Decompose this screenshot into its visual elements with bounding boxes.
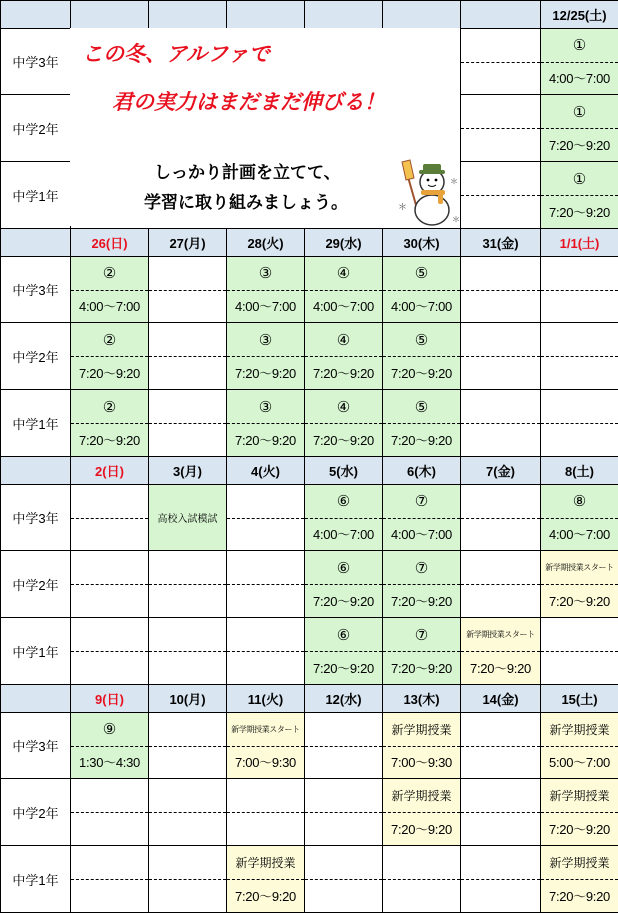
- schedule-cell: [540, 712, 618, 779]
- grade-label: 中学2年: [0, 550, 71, 618]
- session-time: 7:20〜9:20: [235, 366, 296, 381]
- session-note: 新学期授業: [549, 722, 610, 737]
- session-note: 新学期授業: [549, 789, 610, 803]
- grade-label: 中学3年: [0, 712, 71, 779]
- schedule-cell: [460, 778, 541, 846]
- cell-divider: [71, 584, 148, 585]
- day-header: [540, 684, 618, 713]
- svg-text:＊: ＊: [450, 177, 458, 186]
- day-header-label: 3(月): [173, 464, 202, 479]
- session-number: ④: [336, 265, 351, 283]
- schedule-cell: [148, 778, 227, 846]
- day-header-label: 7(金): [486, 464, 515, 479]
- svg-text:＊: ＊: [398, 202, 408, 212]
- cell-divider: [461, 62, 540, 63]
- session-number: ①: [572, 103, 587, 121]
- session-time: 7:20〜9:20: [235, 889, 296, 904]
- header-cell: [0, 684, 71, 713]
- schedule-cell: [148, 845, 227, 913]
- schedule-cell: [148, 617, 227, 685]
- day-header: [540, 228, 618, 257]
- cell-divider: [71, 651, 148, 652]
- schedule-cell: [460, 28, 541, 95]
- schedule-cell: [540, 484, 618, 551]
- grade-label: 中学2年: [0, 778, 71, 846]
- header-cell: [382, 0, 461, 29]
- session-time: 4:00〜7:00: [391, 527, 452, 543]
- session-number: ⑨: [102, 721, 117, 739]
- session-number: ④: [336, 331, 351, 349]
- session-time: 4:00〜7:00: [391, 299, 452, 315]
- schedule-cell: [382, 484, 461, 551]
- session-time: 4:00〜7:00: [313, 527, 374, 543]
- session-time: 7:20〜9:20: [313, 433, 374, 448]
- session-number: ③: [258, 265, 273, 283]
- schedule-cell: [226, 712, 305, 779]
- session-number: ⑥: [336, 559, 351, 577]
- schedule-cell: [70, 256, 149, 323]
- session-time: 7:20〜9:20: [79, 366, 140, 381]
- schedule-cell: [226, 484, 305, 551]
- grade-label: 中学1年: [0, 617, 71, 685]
- schedule-cell: [226, 550, 305, 618]
- schedule-cell: [70, 389, 149, 457]
- day-header: [148, 456, 227, 485]
- schedule-cell: [304, 845, 383, 913]
- cell-divider: [461, 356, 540, 357]
- schedule-cell: [226, 322, 305, 390]
- session-number: ⑤: [414, 265, 429, 283]
- day-header: [460, 684, 541, 713]
- banner-message-2: 学習に取り組みましょう。: [144, 193, 348, 212]
- schedule-cell: [460, 322, 541, 390]
- session-number: ②: [102, 398, 117, 416]
- day-header-label: 11(火): [247, 692, 284, 707]
- schedule-cell: [226, 256, 305, 323]
- day-header-label: 2(日): [95, 464, 124, 479]
- schedule-cell: [148, 322, 227, 390]
- session-time: 1:30〜4:30: [79, 755, 140, 771]
- session-note: 新学期授業: [391, 789, 452, 803]
- schedule-cell: [540, 322, 618, 390]
- schedule-cell: [382, 778, 461, 846]
- header-cell: [70, 0, 149, 29]
- cell-divider: [149, 651, 226, 652]
- cell-divider: [461, 879, 540, 880]
- day-header: [382, 456, 461, 485]
- session-number: ①: [572, 37, 587, 55]
- day-header-label: 12(水): [325, 692, 362, 707]
- schedule-cell: [540, 161, 618, 229]
- grade-label: 中学3年: [0, 484, 71, 551]
- cell-divider: [149, 879, 226, 880]
- cell-divider: [541, 651, 618, 652]
- schedule-cell: [540, 550, 618, 618]
- day-header: [304, 228, 383, 257]
- schedule-cell: [148, 389, 227, 457]
- day-header-label: 9(日): [95, 692, 124, 707]
- cell-divider: [305, 746, 382, 747]
- day-header-label: 27(月): [169, 236, 206, 251]
- session-time: 7:20〜9:20: [391, 433, 452, 448]
- day-header: [148, 228, 227, 257]
- session-number: ④: [336, 398, 351, 416]
- day-header-label: 30(木): [403, 236, 440, 251]
- schedule-cell: [304, 550, 383, 618]
- cell-divider: [149, 584, 226, 585]
- day-header: [226, 684, 305, 713]
- session-time: 7:20〜9:20: [235, 433, 296, 448]
- schedule-cell: [460, 94, 541, 162]
- cell-divider: [461, 290, 540, 291]
- cell-divider: [227, 812, 304, 813]
- day-header: [382, 684, 461, 713]
- session-number: ⑥: [336, 493, 351, 511]
- cell-divider: [541, 290, 618, 291]
- schedule-cell: [70, 322, 149, 390]
- session-note: 新学期授業: [391, 722, 452, 737]
- schedule-cell: [540, 617, 618, 685]
- schedule-cell: [70, 778, 149, 846]
- schedule-cell: [70, 617, 149, 685]
- schedule-cell: [382, 256, 461, 323]
- schedule-cell: [70, 712, 149, 779]
- cell-divider: [71, 879, 148, 880]
- schedule-cell: [460, 161, 541, 229]
- header-cell: [0, 228, 71, 257]
- day-header: [540, 0, 618, 29]
- schedule-cell: [148, 712, 227, 779]
- session-time: 4:00〜7:00: [313, 299, 374, 315]
- day-header: [70, 456, 149, 485]
- grade-label: 中学2年: [0, 322, 71, 390]
- cell-divider: [305, 879, 382, 880]
- schedule-cell: [226, 845, 305, 913]
- banner-headline-2: 君の実力はまだまだ伸びる！: [112, 91, 385, 114]
- session-note: 新学期授業: [235, 856, 296, 870]
- schedule-cell: [304, 778, 383, 846]
- schedule-cell: [226, 389, 305, 457]
- day-header-label: 4(火): [251, 464, 280, 479]
- cell-divider: [461, 746, 540, 747]
- day-header-label: 26(日): [91, 236, 128, 251]
- header-cell: [304, 0, 383, 29]
- session-number: ②: [102, 265, 117, 283]
- schedule-cell: [540, 845, 618, 913]
- session-time: 7:20〜9:20: [549, 205, 610, 220]
- banner-headline-1: この冬、アルファで: [82, 43, 270, 66]
- session-time: 5:00〜7:00: [549, 755, 610, 771]
- day-header-label: 28(火): [247, 236, 284, 251]
- grade-label: 中学1年: [0, 161, 71, 229]
- session-number: ⑧: [572, 493, 587, 511]
- grade-label: 中学1年: [0, 845, 71, 913]
- header-cell: [0, 456, 71, 485]
- session-time: 7:20〜9:20: [549, 822, 610, 837]
- header-cell: [0, 0, 71, 29]
- cell-divider: [461, 195, 540, 196]
- schedule-cell: [540, 778, 618, 846]
- day-header-label: 6(木): [407, 464, 436, 479]
- header-cell: [226, 0, 305, 29]
- schedule-cell: [540, 94, 618, 162]
- day-header: [382, 228, 461, 257]
- schedule-cell: [460, 484, 541, 551]
- session-time: 4:00〜7:00: [79, 299, 140, 315]
- session-time: 7:00〜9:30: [235, 755, 296, 771]
- day-header: [226, 456, 305, 485]
- schedule-cell: [460, 550, 541, 618]
- schedule-cell: [148, 550, 227, 618]
- session-number: ⑦: [414, 493, 429, 511]
- day-header-label: 1/1(土): [559, 236, 600, 251]
- schedule-cell: [460, 617, 541, 685]
- schedule-cell: [304, 617, 383, 685]
- banner: [70, 28, 460, 226]
- day-header-label: 31(金): [482, 236, 519, 251]
- session-number: ⑤: [414, 398, 429, 416]
- session-note: 新学期授業スタート: [545, 563, 614, 572]
- session-time: 7:20〜9:20: [313, 366, 374, 381]
- header-cell: [148, 0, 227, 29]
- cell-divider: [149, 290, 226, 291]
- day-header-label: 15(土): [561, 692, 598, 707]
- schedule-cell: [304, 322, 383, 390]
- schedule-cell: [540, 256, 618, 323]
- session-note: 新学期授業: [549, 856, 610, 870]
- grade-label: 中学3年: [0, 256, 71, 323]
- session-time: 7:20〜9:20: [391, 594, 452, 609]
- cell-divider: [305, 812, 382, 813]
- schedule-cell: [304, 484, 383, 551]
- session-number: ②: [102, 331, 117, 349]
- schedule-cell: [382, 712, 461, 779]
- schedule-cell: [304, 256, 383, 323]
- day-header-label: 10(月): [169, 692, 206, 707]
- session-time: 7:20〜9:20: [391, 661, 452, 676]
- banner-message-1: しっかり計画を立てて、: [154, 163, 341, 182]
- session-time: 7:20〜9:20: [470, 661, 531, 676]
- cell-divider: [71, 518, 148, 519]
- session-time: 7:20〜9:20: [549, 138, 610, 153]
- cell-divider: [461, 812, 540, 813]
- schedule-cell: [460, 845, 541, 913]
- cell-divider: [227, 518, 304, 519]
- schedule-cell: [382, 845, 461, 913]
- session-note: 高校入試模試: [157, 514, 218, 525]
- svg-text:＊: ＊: [452, 215, 460, 224]
- session-number: ⑦: [414, 559, 429, 577]
- schedule-cell: [460, 256, 541, 323]
- day-header-label: 12/25(土): [552, 8, 607, 23]
- schedule-cell: [226, 778, 305, 846]
- grade-label: 中学1年: [0, 389, 71, 457]
- session-time: 7:20〜9:20: [549, 889, 610, 904]
- day-header: [540, 456, 618, 485]
- schedule-cell: [460, 712, 541, 779]
- cell-divider: [149, 746, 226, 747]
- session-time: 7:20〜9:20: [313, 594, 374, 609]
- cell-divider: [461, 518, 540, 519]
- cell-divider: [461, 128, 540, 129]
- day-header-label: 13(木): [403, 692, 440, 707]
- cell-divider: [227, 584, 304, 585]
- day-header: [460, 228, 541, 257]
- grade-label: 中学2年: [0, 94, 71, 162]
- session-time: 7:00〜9:30: [391, 755, 452, 771]
- session-number: ③: [258, 331, 273, 349]
- schedule-cell: [382, 550, 461, 618]
- day-header: [460, 456, 541, 485]
- session-time: 7:20〜9:20: [313, 661, 374, 676]
- session-time: 7:20〜9:20: [391, 366, 452, 381]
- schedule-cell: [226, 617, 305, 685]
- cell-divider: [71, 812, 148, 813]
- schedule-cell: [304, 712, 383, 779]
- schedule-cell: [540, 389, 618, 457]
- day-header: [304, 456, 383, 485]
- cell-divider: [149, 356, 226, 357]
- cell-divider: [461, 423, 540, 424]
- schedule-cell: [382, 617, 461, 685]
- session-number: ③: [258, 398, 273, 416]
- day-header: [226, 228, 305, 257]
- schedule-cell: [148, 484, 227, 551]
- session-number: ⑦: [414, 626, 429, 644]
- day-header-label: 14(金): [482, 692, 519, 707]
- schedule-cell: [70, 484, 149, 551]
- session-note: 新学期授業スタート: [231, 724, 300, 734]
- cell-divider: [227, 651, 304, 652]
- day-header-label: 8(土): [565, 464, 594, 479]
- cell-divider: [541, 356, 618, 357]
- cell-divider: [461, 584, 540, 585]
- schedule-cell: [70, 550, 149, 618]
- cell-divider: [149, 812, 226, 813]
- cell-divider: [383, 879, 460, 880]
- session-time: 4:00〜7:00: [549, 527, 610, 543]
- grade-label: 中学3年: [0, 28, 71, 95]
- session-number: ①: [572, 170, 587, 188]
- day-header-label: 5(水): [329, 464, 358, 479]
- session-time: 7:20〜9:20: [391, 822, 452, 837]
- schedule-cell: [382, 322, 461, 390]
- schedule-cell: [70, 845, 149, 913]
- session-time: 7:20〜9:20: [549, 594, 610, 609]
- day-header: [70, 228, 149, 257]
- cell-divider: [541, 423, 618, 424]
- day-header: [70, 684, 149, 713]
- day-header-label: 29(水): [325, 236, 362, 251]
- day-header: [304, 684, 383, 713]
- session-time: 4:00〜7:00: [549, 71, 610, 87]
- cell-divider: [149, 423, 226, 424]
- session-number: ⑤: [414, 331, 429, 349]
- schedule-cell: [460, 389, 541, 457]
- schedule-cell: [148, 256, 227, 323]
- schedule-cell: [304, 389, 383, 457]
- snowman-icon: [396, 150, 460, 230]
- session-number: ⑥: [336, 626, 351, 644]
- session-time: 7:20〜9:20: [79, 433, 140, 448]
- session-time: 4:00〜7:00: [235, 299, 296, 315]
- header-cell: [460, 0, 541, 29]
- schedule-cell: [540, 28, 618, 95]
- schedule-cell: [382, 389, 461, 457]
- session-note: 新学期授業スタート: [466, 630, 535, 639]
- day-header: [148, 684, 227, 713]
